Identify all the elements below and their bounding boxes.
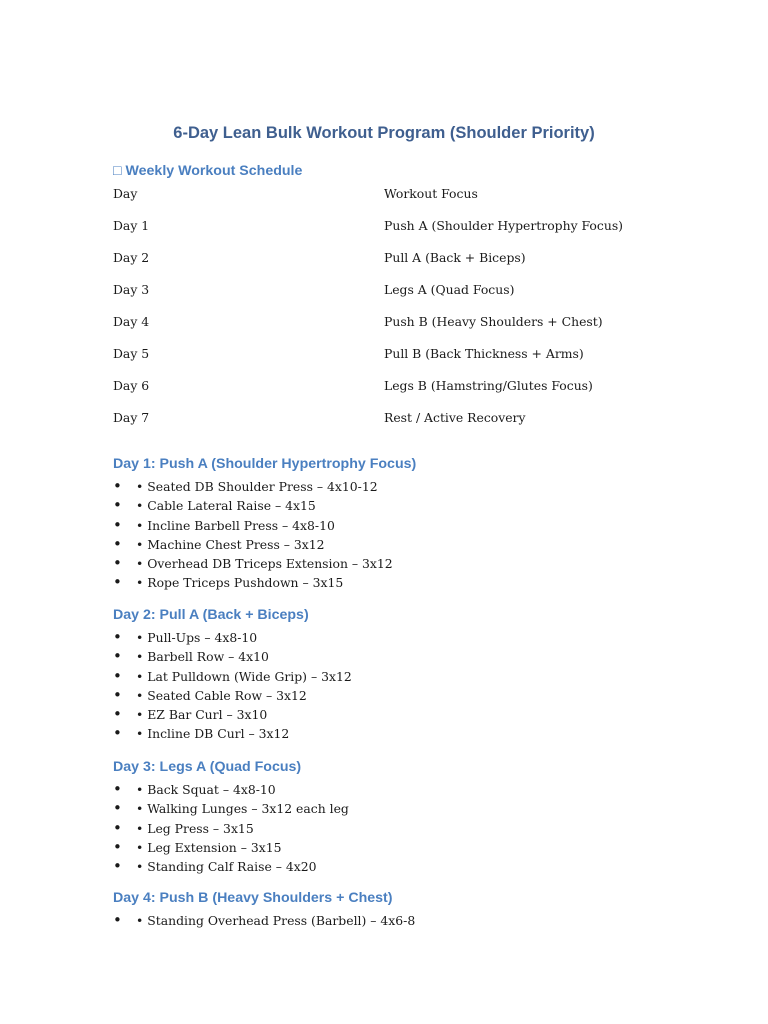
bullet-icon: • bbox=[113, 554, 122, 573]
schedule-day: Day 1 bbox=[113, 218, 150, 233]
exercise-text: • Overhead DB Triceps Extension – 3x12 bbox=[136, 556, 393, 572]
bullet-icon: • bbox=[113, 911, 122, 929]
list-item bbox=[0, 859, 768, 878]
schedule-day: Day 3 bbox=[113, 282, 150, 297]
schedule-focus: Rest / Active Recovery bbox=[384, 410, 526, 425]
exercise-list-day-4 bbox=[0, 913, 768, 932]
schedule-day: Day 2 bbox=[113, 250, 150, 265]
exercise-text: • Leg Extension – 3x15 bbox=[136, 839, 282, 855]
schedule-header-row bbox=[0, 186, 768, 206]
bullet-icon: • bbox=[113, 799, 122, 818]
section-heading-day-2: Day 2: Pull A (Back + Biceps) bbox=[113, 607, 309, 623]
exercise-list-day-2 bbox=[0, 630, 768, 746]
bullet-icon: • bbox=[113, 573, 122, 592]
exercise-text: • Incline Barbell Press – 4x8-10 bbox=[136, 517, 335, 533]
exercise-text: • Leg Press – 3x15 bbox=[136, 820, 254, 836]
exercise-text: • Incline DB Curl – 3x12 bbox=[136, 726, 290, 742]
schedule-day: Day 7 bbox=[113, 410, 150, 425]
section-heading-day-3: Day 3: Legs A (Quad Focus) bbox=[113, 759, 302, 775]
schedule-row bbox=[0, 282, 768, 302]
exercise-text: • Machine Chest Press – 3x12 bbox=[136, 536, 325, 552]
bullet-icon: • bbox=[113, 515, 122, 534]
schedule-row bbox=[0, 250, 768, 270]
schedule-header-focus: Workout Focus bbox=[384, 186, 478, 201]
schedule-focus: Push B (Heavy Shoulders + Chest) bbox=[384, 314, 603, 329]
bullet-icon: • bbox=[113, 780, 122, 798]
schedule-day: Day 6 bbox=[113, 378, 150, 393]
schedule-row bbox=[0, 346, 768, 366]
schedule-day: Day 4 bbox=[113, 314, 150, 329]
exercise-text: • Rope Triceps Pushdown – 3x15 bbox=[136, 575, 344, 591]
schedule-heading: □ Weekly Workout Schedule bbox=[113, 163, 303, 179]
exercise-text: • Back Squat – 4x8-10 bbox=[136, 782, 276, 797]
bullet-icon: • bbox=[113, 724, 122, 743]
exercise-text: • Seated Cable Row – 3x12 bbox=[136, 687, 307, 703]
bullet-icon: • bbox=[113, 685, 122, 704]
schedule-focus: Pull B (Back Thickness + Arms) bbox=[384, 346, 584, 361]
bullet-icon: • bbox=[113, 705, 122, 724]
exercise-text: • Cable Lateral Raise – 4x15 bbox=[136, 498, 316, 514]
schedule-row bbox=[0, 314, 768, 334]
bullet-icon: • bbox=[113, 628, 122, 646]
bullet-icon: • bbox=[113, 818, 122, 837]
schedule-focus: Pull A (Back + Biceps) bbox=[384, 250, 526, 265]
bullet-icon: • bbox=[113, 837, 122, 856]
schedule-row bbox=[0, 218, 768, 238]
list-item bbox=[0, 726, 768, 745]
bullet-icon: • bbox=[113, 857, 122, 876]
exercise-list-day-3 bbox=[0, 782, 768, 878]
bullet-icon: • bbox=[113, 666, 122, 685]
exercise-text: • Standing Calf Raise – 4x20 bbox=[136, 859, 317, 875]
exercise-text: • Standing Overhead Press (Barbell) – 4x6-8 bbox=[136, 913, 416, 928]
schedule-focus: Legs B (Hamstring/Glutes Focus) bbox=[384, 378, 593, 393]
exercise-text: • Barbell Row – 4x10 bbox=[136, 649, 269, 665]
bullet-icon: • bbox=[113, 496, 122, 515]
schedule-row bbox=[0, 410, 768, 430]
exercise-text: • EZ Bar Curl – 3x10 bbox=[136, 707, 268, 723]
exercise-text: • Pull-Ups – 4x8-10 bbox=[136, 630, 258, 645]
schedule-header-day: Day bbox=[113, 186, 138, 201]
bullet-icon: • bbox=[113, 534, 122, 553]
bullet-icon: • bbox=[113, 477, 122, 495]
list-item bbox=[0, 575, 768, 594]
list-item bbox=[0, 913, 768, 932]
schedule-day: Day 5 bbox=[113, 346, 150, 361]
schedule-focus: Push A (Shoulder Hypertrophy Focus) bbox=[384, 218, 624, 233]
exercise-text: • Lat Pulldown (Wide Grip) – 3x12 bbox=[136, 668, 352, 684]
section-heading-day-1: Day 1: Push A (Shoulder Hypertrophy Focus) bbox=[113, 456, 417, 472]
schedule-row bbox=[0, 378, 768, 398]
document-title: 6-Day Lean Bulk Workout Program (Shoulder Priority) bbox=[173, 124, 595, 142]
exercise-text: • Seated DB Shoulder Press – 4x10-12 bbox=[136, 479, 378, 494]
exercise-list-day-1 bbox=[0, 479, 768, 595]
schedule-focus: Legs A (Quad Focus) bbox=[384, 282, 515, 297]
exercise-text: • Walking Lunges – 3x12 each leg bbox=[136, 801, 349, 817]
section-heading-day-4: Day 4: Push B (Heavy Shoulders + Chest) bbox=[113, 890, 393, 906]
bullet-icon: • bbox=[113, 647, 122, 666]
